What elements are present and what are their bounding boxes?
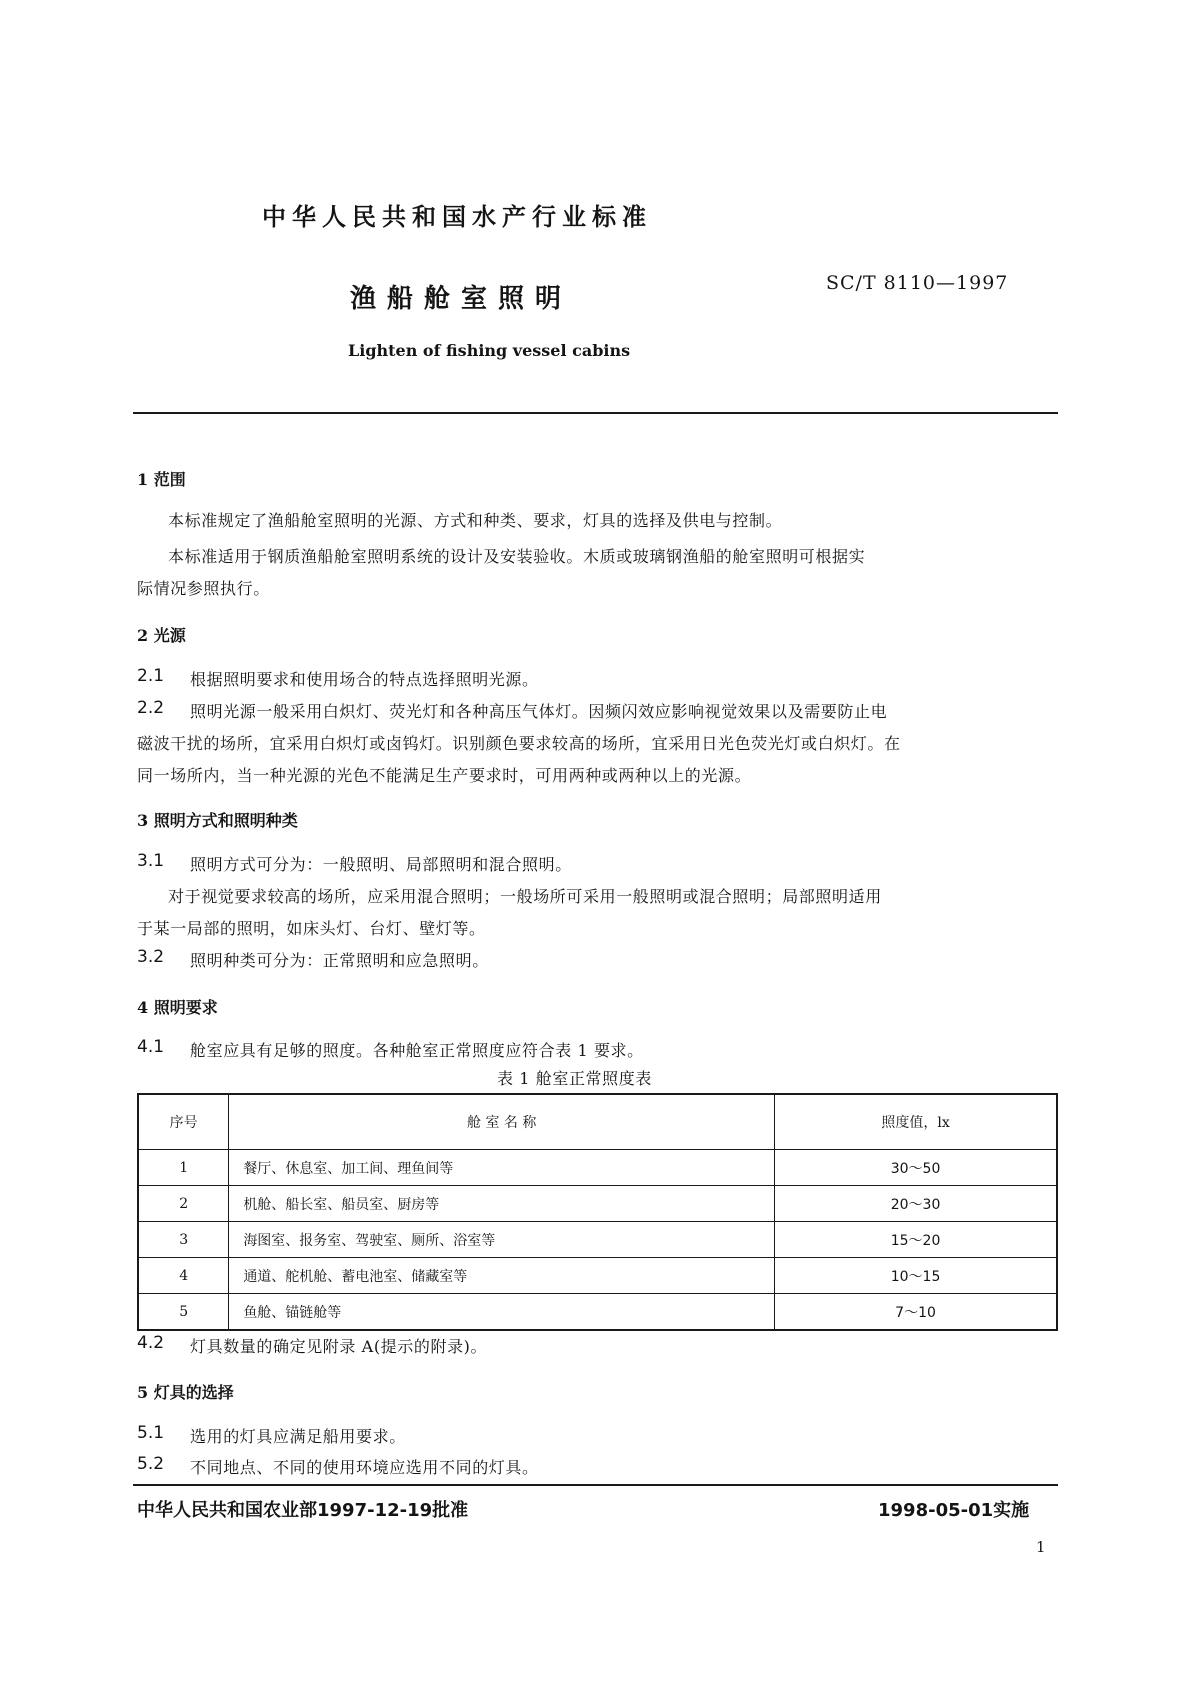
clause-2-2-text-a: 照明光源一般采用白炽灯、荧光灯和各种高压气体灯。因频闪效应影响视觉效果以及需要防止电 bbox=[190, 702, 888, 721]
effective-date: 1998-05-01实施 bbox=[878, 1500, 1030, 1521]
section-2-heading: 2 光源 bbox=[137, 626, 186, 645]
header-illuminance: 照度值，lx bbox=[775, 1094, 1057, 1150]
table-caption: 表 1 舱室正常照度表 bbox=[497, 1069, 652, 1088]
clause-2-1-text: 根据照明要求和使用场合的特点选择照明光源。 bbox=[190, 670, 539, 689]
clause-5-1-text: 选用的灯具应满足船用要求。 bbox=[190, 1427, 406, 1446]
clause-2-1-number: 2.1 bbox=[137, 666, 165, 686]
row-illuminance: 15～20 bbox=[775, 1222, 1057, 1258]
english-title: Lighten of fishing vessel cabins bbox=[348, 341, 631, 360]
row-seq: 4 bbox=[138, 1258, 229, 1294]
row-cabin-name: 鱼舱、锚链舱等 bbox=[229, 1294, 775, 1331]
clause-3-1-paragraph-b: 于某一局部的照明，如床头灯、台灯、壁灯等。 bbox=[137, 919, 486, 938]
clause-3-1-paragraph-a: 对于视觉要求较高的场所，应采用混合照明；一般场所可采用一般照明或混合照明；局部照明适用 bbox=[168, 887, 882, 906]
approval-note: 中华人民共和国农业部1997-12-19批准 bbox=[137, 1500, 469, 1521]
row-illuminance: 20～30 bbox=[775, 1186, 1057, 1222]
clause-4-1-text: 舱室应具有足够的照度。各种舱室正常照度应符合表 1 要求。 bbox=[190, 1041, 644, 1060]
clause-4-2-number: 4.2 bbox=[137, 1333, 165, 1353]
section-3-heading: 3 照明方式和照明种类 bbox=[137, 811, 298, 830]
table-header-row bbox=[138, 1094, 1057, 1150]
row-illuminance: 30～50 bbox=[775, 1150, 1057, 1186]
clause-3-2-text: 照明种类可分为：正常照明和应急照明。 bbox=[190, 951, 489, 970]
row-seq: 5 bbox=[138, 1294, 229, 1331]
table-row bbox=[138, 1150, 1057, 1186]
page-number: 1 bbox=[1036, 1538, 1046, 1556]
section-1-paragraph-1: 本标准规定了渔船舱室照明的光源、方式和种类、要求，灯具的选择及供电与控制。 bbox=[168, 511, 783, 530]
document-title: 渔船舱室照明 bbox=[350, 284, 573, 314]
row-cabin-name: 海图室、报务室、驾驶室、厕所、浴室等 bbox=[229, 1222, 775, 1258]
section-1-heading: 1 范围 bbox=[137, 470, 186, 489]
row-illuminance: 10～15 bbox=[775, 1258, 1057, 1294]
footer-rule bbox=[133, 1484, 1058, 1486]
section-1-paragraph-2a: 本标准适用于钢质渔船舱室照明系统的设计及安装验收。木质或玻璃钢渔船的舱室照明可根据实 bbox=[168, 547, 866, 566]
header-cabin-name: 舱 室 名 称 bbox=[229, 1094, 775, 1150]
illuminance-table bbox=[137, 1093, 1058, 1331]
clause-5-2-text: 不同地点、不同的使用环境应选用不同的灯具。 bbox=[190, 1458, 539, 1477]
row-cabin-name: 通道、舵机舱、蓄电池室、储藏室等 bbox=[229, 1258, 775, 1294]
clause-3-2-number: 3.2 bbox=[137, 947, 165, 967]
clause-2-2-number: 2.2 bbox=[137, 698, 165, 718]
clause-2-2-text-b: 磁波干扰的场所，宜采用白炽灯或卤钨灯。识别颜色要求较高的场所，宜采用日光色荧光灯或白炽灯。在 bbox=[137, 734, 901, 753]
clause-4-2-text: 灯具数量的确定见附录 A(提示的附录)。 bbox=[190, 1337, 488, 1356]
table-row bbox=[138, 1258, 1057, 1294]
row-seq: 3 bbox=[138, 1222, 229, 1258]
table-row bbox=[138, 1186, 1057, 1222]
header-rule bbox=[133, 412, 1058, 414]
table-row bbox=[138, 1222, 1057, 1258]
clause-5-1-number: 5.1 bbox=[137, 1423, 165, 1443]
section-1-paragraph-2b: 际情况参照执行。 bbox=[137, 579, 270, 598]
clause-5-2-number: 5.2 bbox=[137, 1454, 165, 1474]
standard-code: SC/T 8110—1997 bbox=[826, 272, 1009, 294]
clause-4-1-number: 4.1 bbox=[137, 1037, 165, 1057]
table-row bbox=[138, 1294, 1057, 1331]
row-cabin-name: 餐厅、休息室、加工间、理鱼间等 bbox=[229, 1150, 775, 1186]
clause-2-2-text-c: 同一场所内，当一种光源的光色不能满足生产要求时，可用两种或两种以上的光源。 bbox=[137, 766, 752, 785]
row-cabin-name: 机舱、船长室、船员室、厨房等 bbox=[229, 1186, 775, 1222]
row-illuminance: 7～10 bbox=[775, 1294, 1057, 1331]
org-title: 中华人民共和国水产行业标准 bbox=[262, 203, 652, 231]
clause-3-1-number: 3.1 bbox=[137, 851, 165, 871]
header-seq: 序号 bbox=[138, 1094, 229, 1150]
row-seq: 1 bbox=[138, 1150, 229, 1186]
section-4-heading: 4 照明要求 bbox=[137, 998, 218, 1017]
section-5-heading: 5 灯具的选择 bbox=[137, 1383, 234, 1402]
clause-3-1-text: 照明方式可分为：一般照明、局部照明和混合照明。 bbox=[190, 855, 572, 874]
row-seq: 2 bbox=[138, 1186, 229, 1222]
